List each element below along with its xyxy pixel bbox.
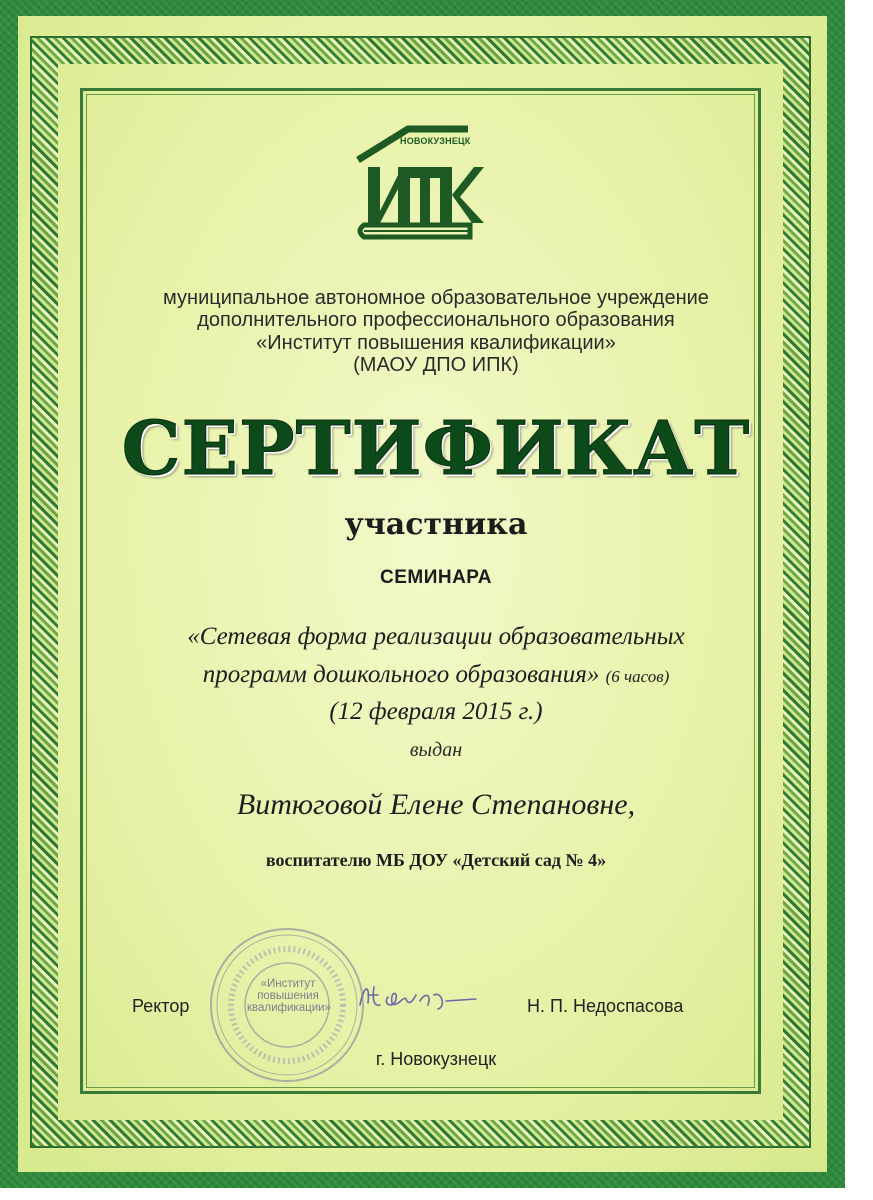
topic-line-2-text: программ дошкольного образования» <box>202 660 600 688</box>
certificate-subtitle: участника <box>344 507 528 542</box>
rector-label: Ректор <box>132 996 190 1016</box>
org-line-4: (МАОУ ДПО ИПК) <box>353 354 519 377</box>
recipient-name: Витюговой Елене Степановне, <box>236 788 636 821</box>
recipient-position: воспитателю МБ ДОУ «Детский сад № 4» <box>265 850 607 870</box>
stamp-center-text <box>247 978 329 1014</box>
org-line-3: «Институт повышения квалификации» <box>256 331 616 354</box>
org-line-2: дополнительного профессионального образования <box>197 309 675 332</box>
issued-label: выдан <box>409 739 463 761</box>
place-label: г. Новокузнецк <box>375 1049 497 1069</box>
rector-name: Н. П. Недоспасова <box>527 996 684 1016</box>
seminar-topic <box>86 618 786 731</box>
stamp-line-3: квалификации» <box>247 1002 331 1015</box>
topic-line-1: «Сетевая форма реализации образовательных <box>187 623 685 650</box>
organization-name <box>86 287 786 377</box>
logo-city-label: НОВОКУЗНЕЦК <box>400 136 471 146</box>
stamp-line-1: «Институт <box>260 978 316 990</box>
topic-hours: (6 часов) <box>605 666 670 686</box>
org-line-1: муниципальное автономное образовательное учреждение <box>163 287 709 309</box>
stamp-line-2: повышения <box>257 990 319 1003</box>
rector-signature <box>350 975 480 1020</box>
certificate-title: СЕРТИФИКАТ <box>121 406 751 492</box>
topic-line-2 <box>86 656 786 694</box>
seminar-date: (12 февраля 2015 г.) <box>329 698 543 725</box>
event-type: СЕМИНАРА <box>379 567 493 588</box>
